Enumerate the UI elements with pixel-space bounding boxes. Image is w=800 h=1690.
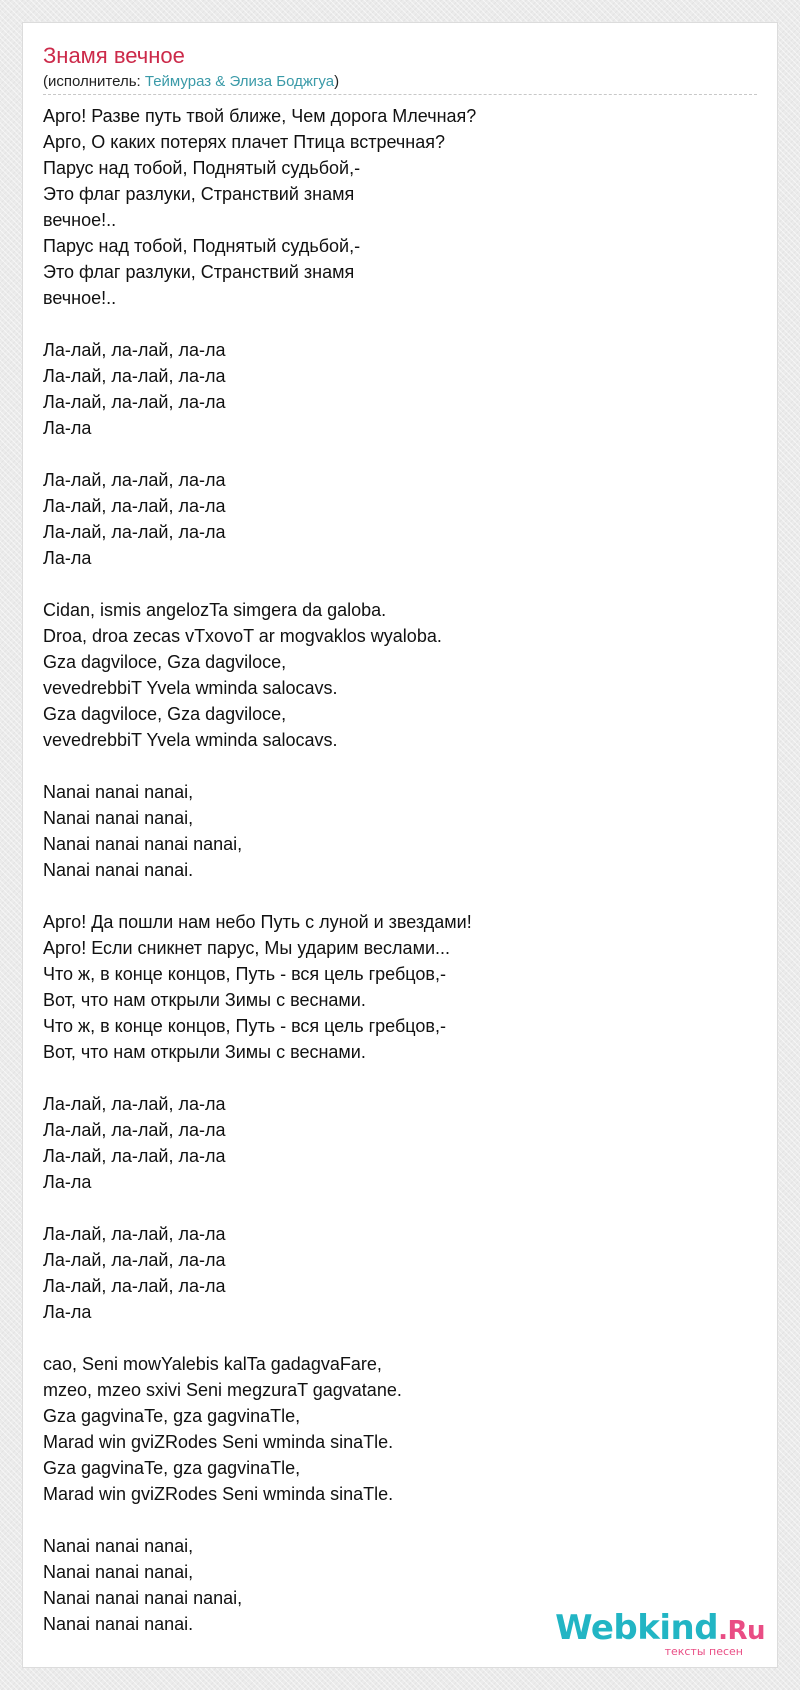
lyric-line: vevedrebbiT Yvela wminda salocavs. bbox=[43, 678, 338, 698]
artist-prefix: (исполнитель: bbox=[43, 73, 145, 90]
lyric-line: Ла-лай, ла-лай, ла-ла bbox=[43, 1276, 226, 1296]
lyric-line: Ла-лай, ла-лай, ла-ла bbox=[43, 392, 226, 412]
lyric-line: Ла-лай, ла-лай, ла-ла bbox=[43, 470, 226, 490]
lyric-line: вечное!.. bbox=[43, 288, 117, 308]
lyric-line: Парус над тобой, Поднятый судьбой,- bbox=[43, 236, 361, 256]
lyric-line: Marad win gviZRodes Seni wminda sinaTle. bbox=[43, 1484, 394, 1504]
lyric-line: Ла-лай, ла-лай, ла-ла bbox=[43, 1224, 226, 1244]
title-divider bbox=[43, 94, 757, 95]
artist-line bbox=[43, 73, 339, 91]
lyrics-text bbox=[43, 103, 743, 1637]
lyric-line: cao, Seni mowYalebis kalTa gadagvaFare, bbox=[43, 1354, 382, 1374]
lyric-line: Nanai nanai nanai, bbox=[43, 1536, 194, 1556]
lyric-line: Gza gagvinaTe, gza gagvinaTle, bbox=[43, 1458, 301, 1478]
lyric-line: Вот, что нам открыли Зимы с веснами. bbox=[43, 1042, 366, 1062]
lyrics-card bbox=[22, 22, 778, 1668]
lyric-line: Арго! Разве путь твой ближе, Чем дорога Млечная? bbox=[43, 106, 477, 126]
lyric-line: Ла-ла bbox=[43, 548, 92, 568]
lyric-line: Ла-лай, ла-лай, ла-ла bbox=[43, 1250, 226, 1270]
lyric-line: Gza dagviloce, Gza dagviloce, bbox=[43, 652, 287, 672]
lyric-line: Что ж, в конце концов, Путь - вся цель гребцов,- bbox=[43, 964, 446, 984]
stanza-break bbox=[43, 883, 743, 909]
logo-name: Webkind bbox=[555, 1608, 719, 1648]
lyric-line: Это флаг разлуки, Странствий знамя bbox=[43, 262, 355, 282]
stanza-break bbox=[43, 441, 743, 467]
stanza-break bbox=[43, 1325, 743, 1351]
lyric-line: Nanai nanai nanai. bbox=[43, 860, 194, 880]
lyric-line: Парус над тобой, Поднятый судьбой,- bbox=[43, 158, 361, 178]
lyric-line: Что ж, в конце концов, Путь - вся цель гребцов,- bbox=[43, 1016, 446, 1036]
lyric-line: Marad win gviZRodes Seni wminda sinaTle. bbox=[43, 1432, 394, 1452]
lyric-line: Ла-лай, ла-лай, ла-ла bbox=[43, 522, 226, 542]
lyric-line: vevedrebbiT Yvela wminda salocavs. bbox=[43, 730, 338, 750]
lyric-line: Это флаг разлуки, Странствий знамя bbox=[43, 184, 355, 204]
lyric-line: Ла-ла bbox=[43, 1302, 92, 1322]
lyric-line: Nanai nanai nanai nanai, bbox=[43, 1588, 243, 1608]
stanza-break bbox=[43, 311, 743, 337]
logo-tagline: тексты песен bbox=[664, 1645, 743, 1658]
stanza-break bbox=[43, 1065, 743, 1091]
lyric-line: Ла-лай, ла-лай, ла-ла bbox=[43, 1120, 226, 1140]
lyric-line: Ла-лай, ла-лай, ла-ла bbox=[43, 366, 226, 386]
lyric-line: Nanai nanai nanai, bbox=[43, 782, 194, 802]
lyric-line: Ла-лай, ла-лай, ла-ла bbox=[43, 1146, 226, 1166]
lyric-line: вечное!.. bbox=[43, 210, 117, 230]
lyric-line: Вот, что нам открыли Зимы с веснами. bbox=[43, 990, 366, 1010]
lyric-line: Ла-лай, ла-лай, ла-ла bbox=[43, 1094, 226, 1114]
lyric-line: Gza dagviloce, Gza dagviloce, bbox=[43, 704, 287, 724]
lyric-line: Арго, О каких потерях плачет Птица встречная? bbox=[43, 132, 445, 152]
lyric-line: Ла-ла bbox=[43, 1172, 92, 1192]
lyric-line: Nanai nanai nanai, bbox=[43, 1562, 194, 1582]
lyric-line: Nanai nanai nanai. bbox=[43, 1614, 194, 1634]
lyric-line: Cidan, ismis angelozTa simgera da galoba. bbox=[43, 600, 387, 620]
stanza-break bbox=[43, 571, 743, 597]
lyric-line: Ла-лай, ла-лай, ла-ла bbox=[43, 496, 226, 516]
artist-suffix: ) bbox=[334, 73, 340, 90]
lyric-line: Nanai nanai nanai, bbox=[43, 808, 194, 828]
stanza-break bbox=[43, 753, 743, 779]
lyric-line: mzeo, mzeo sxivi Seni megzuraT gagvatane. bbox=[43, 1380, 402, 1400]
lyric-line: Ла-лай, ла-лай, ла-ла bbox=[43, 340, 226, 360]
lyric-line: Арго! Если сникнет парус, Мы ударим веслами... bbox=[43, 938, 451, 958]
lyric-line: Droa, droa zecas vTxovoT ar mogvaklos wyaloba. bbox=[43, 626, 442, 646]
webkind-logo bbox=[555, 1608, 765, 1659]
lyric-line: Nanai nanai nanai nanai, bbox=[43, 834, 243, 854]
lyric-line: Арго! Да пошли нам небо Путь с луной и звездами! bbox=[43, 912, 472, 932]
lyric-line: Ла-ла bbox=[43, 418, 92, 438]
lyric-line: Gza gagvinaTe, gza gagvinaTle, bbox=[43, 1406, 301, 1426]
stanza-break bbox=[43, 1195, 743, 1221]
artist-link[interactable]: Теймураз & Элиза Боджгуа bbox=[144, 73, 335, 90]
logo-wordmark bbox=[555, 1609, 765, 1650]
logo-tld: .Ru bbox=[718, 1616, 765, 1646]
song-title: Знамя вечное bbox=[43, 43, 185, 68]
stanza-break bbox=[43, 1507, 743, 1533]
